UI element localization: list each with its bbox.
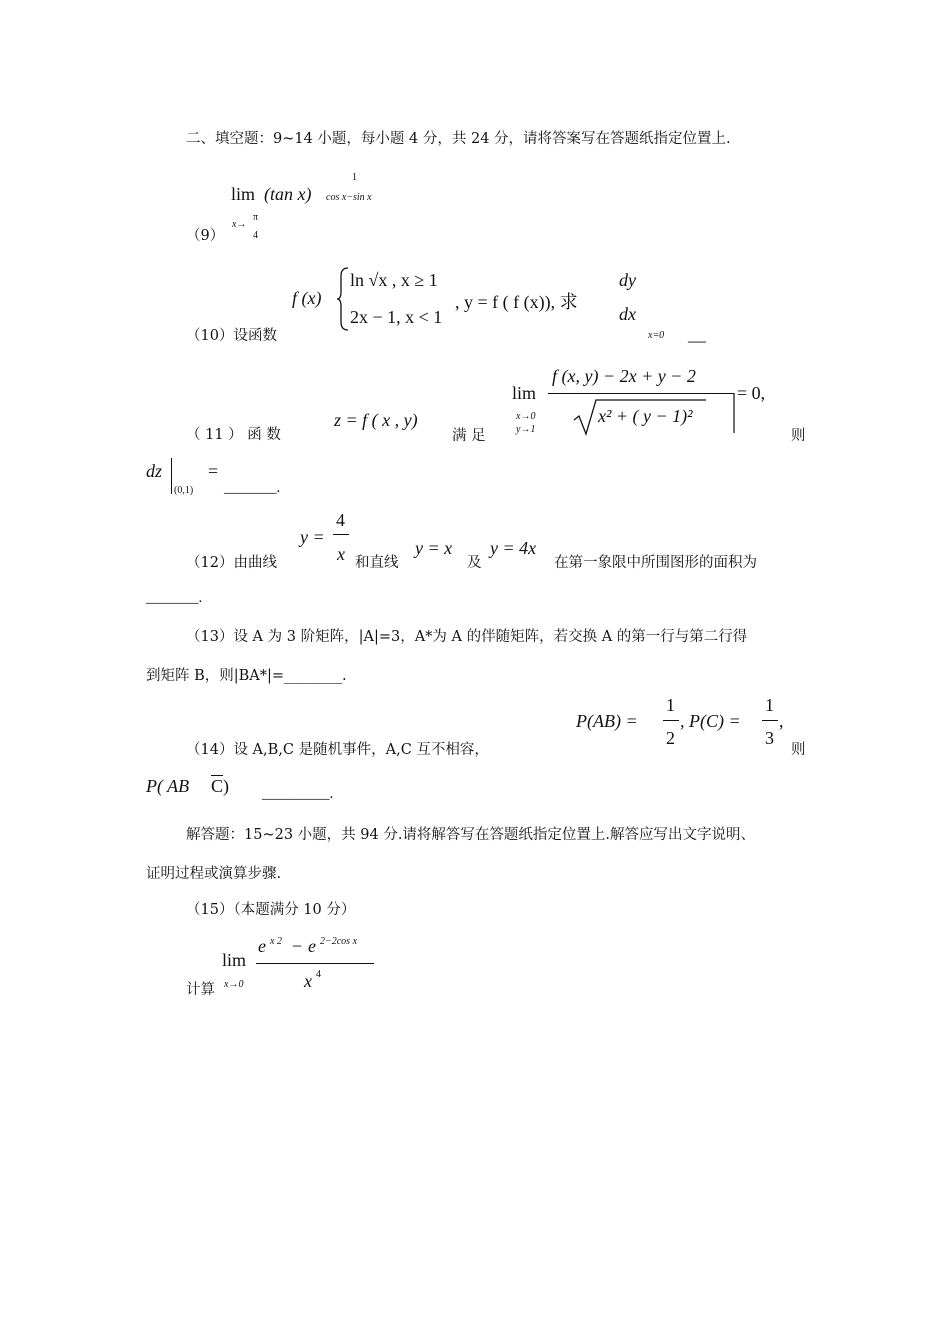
section2-heading: 二、填空题：9~14 小题，每小题 4 分，共 24 分，请将答案写在答题纸指定位置上. xyxy=(186,131,731,147)
q11-denominator: x² + ( y − 1)² xyxy=(598,406,693,426)
q11-sub1: x→0 xyxy=(516,411,536,422)
q12-line2: y = 4x xyxy=(490,538,537,558)
q9-expr: (tan x) xyxy=(264,184,312,204)
q11-fraction-bar xyxy=(548,393,734,394)
q14-pc-den: 3 xyxy=(765,728,774,748)
q11-dz: dz xyxy=(146,461,163,481)
q11-number: （ 11 ） 函 数 xyxy=(186,427,281,443)
q13-line1: （13）设 A 为 3 阶矩阵，|A|=3，A*为 A 的伴随矩阵，若交换 A 的第一行与第二行得 xyxy=(186,629,748,645)
q14-pab-num: 1 xyxy=(666,695,675,715)
q10-case2: 2x − 1, x < 1 xyxy=(350,307,443,327)
q11-eval-bar xyxy=(171,458,172,494)
q11-blank: _______. xyxy=(224,480,281,496)
q15-denominator: x xyxy=(304,971,312,991)
q10-case1: ln √x , x ≥ 1 xyxy=(350,270,438,290)
q12-and-line: 和直线 xyxy=(355,555,399,571)
section3-line2: 证明过程或演算步骤. xyxy=(146,866,282,882)
q14-pc: , P(C) = xyxy=(680,711,741,731)
q10-rest: , y = f ( f (x)), 求 xyxy=(455,292,578,312)
q12-curve-num: 4 xyxy=(336,510,345,530)
q14-blank: _________. xyxy=(262,786,334,802)
q14-p-expr: P( AB xyxy=(146,776,190,796)
q11-satisfy: 满 足 xyxy=(452,428,486,444)
q14-number: （14）设 A,B,C 是随机事件，A,C 互不相容， xyxy=(186,742,489,758)
q10-fx: f (x) xyxy=(292,288,322,308)
q11-dz-eq: = xyxy=(208,461,219,481)
q11-func: z = f ( x , y) xyxy=(334,410,418,430)
q15-num-e1: e xyxy=(258,936,266,956)
q15-num-e2: e xyxy=(308,936,316,956)
q12-blank: _______. xyxy=(146,590,203,606)
q10-blank: __ xyxy=(688,324,706,344)
q14-pab: P(AB) = xyxy=(576,711,638,731)
q9-sub-den: 4 xyxy=(253,230,258,241)
q15-num-e1-exp: x 2 xyxy=(270,936,282,947)
q15-num-minus: − xyxy=(292,936,303,956)
q14-pab-den: 2 xyxy=(666,728,675,748)
q14-comma: , xyxy=(779,711,784,731)
q14-pc-fraction-bar xyxy=(762,720,778,721)
q14-close: ) xyxy=(223,776,229,796)
q10-number: （10）设函数 xyxy=(186,328,277,344)
q9-lim: lim xyxy=(231,184,256,204)
q15-calc: 计算 xyxy=(186,982,215,998)
q15-header: （15）（本题满分 10 分） xyxy=(186,902,356,918)
q9-exp-den: cos x−sin x xyxy=(326,192,372,203)
q11-then: 则 xyxy=(791,428,806,444)
q10-at: x=0 xyxy=(648,330,665,341)
q11-numerator: f (x, y) − 2x + y − 2 xyxy=(552,366,696,386)
q9-exp-num: 1 xyxy=(352,172,357,183)
q15-num-e2-exp: 2−2cos x xyxy=(320,936,358,947)
q11-sub2: y→1 xyxy=(516,424,536,435)
q10-brace-icon xyxy=(336,266,350,332)
q14-pc-num: 1 xyxy=(765,695,774,715)
q13-line2: 到矩阵 B，则|BA*|=________. xyxy=(146,668,347,684)
q9-number: （9） xyxy=(186,228,225,244)
q10-dy: dy xyxy=(619,270,636,290)
q12-fraction-bar xyxy=(333,534,349,535)
q12-text: 在第一象限中所围图形的面积为 xyxy=(554,555,757,571)
q15-den-exp: 4 xyxy=(316,969,321,980)
q11-dz-at: (0,1) xyxy=(174,485,194,496)
q14-then: 则 xyxy=(791,742,806,758)
q11-lim: lim xyxy=(512,383,537,403)
q12-curve-den: x xyxy=(337,544,345,564)
q15-fraction-bar xyxy=(256,963,374,964)
q12-and: 及 xyxy=(467,555,482,571)
q15-lim: lim xyxy=(222,950,247,970)
q14-c-bar: $\overline{C}$ xyxy=(211,776,224,796)
q9-sub: x→ xyxy=(232,219,247,230)
q12-line1: y = x xyxy=(415,538,453,558)
q10-dx: dx xyxy=(619,304,636,324)
q12-curve-lhs: y = xyxy=(300,527,325,547)
section3-line1: 解答题：15~23 小题，共 94 分.请将解答写在答题纸指定位置上.解答应写出文字说明、 xyxy=(186,827,756,843)
q9-sub-num: π xyxy=(253,212,259,223)
q14-pab-fraction-bar xyxy=(663,720,679,721)
q15-sub: x→0 xyxy=(224,979,244,990)
q12-number: （12）由曲线 xyxy=(186,555,277,571)
q11-equals: = 0, xyxy=(737,383,766,403)
